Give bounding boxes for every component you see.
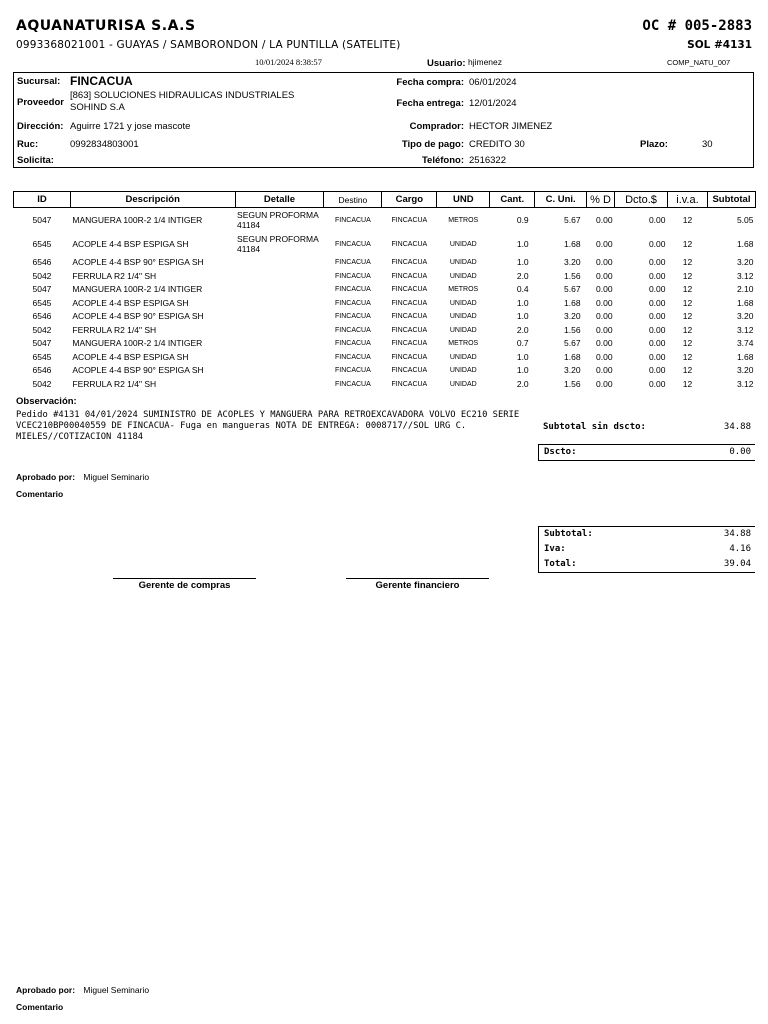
cell-cuni: 1.56 xyxy=(564,324,581,335)
comp-code: COMP_NATU_007 xyxy=(667,58,731,67)
cell-cant: 1.0 xyxy=(516,351,529,362)
direccion-value: Aguirre 1721 y jose mascote xyxy=(70,121,191,132)
cell-pct-desc: 0.00 xyxy=(596,378,613,389)
cell-subtotal: 3.20 xyxy=(736,311,754,322)
cell-descripcion: FERRULA R2 1/4" SH xyxy=(72,378,157,389)
cell-id: 5047 xyxy=(32,338,52,349)
table-row xyxy=(14,337,756,351)
cell-iva: 12 xyxy=(682,214,693,225)
cell-pct-desc: 0.00 xyxy=(596,365,613,376)
comprador-value: HECTOR JIMENEZ xyxy=(469,121,553,132)
col-header-pct-desc: % D xyxy=(587,192,615,208)
cell-detalle xyxy=(235,364,324,378)
cell-subtotal: 1.68 xyxy=(736,238,754,249)
cell-iva: 12 xyxy=(682,365,693,376)
cell-id: 6546 xyxy=(32,311,52,322)
cell-pct-desc: 0.00 xyxy=(596,214,613,225)
cell-detalle xyxy=(235,351,324,365)
sucursal-label: Sucursal: xyxy=(17,76,61,87)
cell-cant: 2.0 xyxy=(516,270,529,281)
cell-cuni: 5.67 xyxy=(564,338,581,349)
telefono-label: Teléfono: xyxy=(421,155,464,166)
cell-destino: FINCACUA xyxy=(335,380,371,388)
cell-pct-desc: 0.00 xyxy=(596,297,613,308)
cell-und: UNIDAD xyxy=(449,313,477,321)
col-header-descripcion: Descripción xyxy=(70,192,235,208)
cell-dcto: 0.00 xyxy=(648,284,666,295)
cell-cuni: 3.20 xyxy=(564,365,581,376)
cell-und: METROS xyxy=(448,340,479,348)
cell-iva: 12 xyxy=(682,257,693,268)
cell-subtotal: 3.20 xyxy=(736,365,754,376)
cell-cuni: 3.20 xyxy=(564,311,581,322)
col-header-iva: i.v.a. xyxy=(667,192,707,208)
col-header-destino: Destino xyxy=(324,192,382,208)
col-header-und: UND xyxy=(437,192,490,208)
cell-iva: 12 xyxy=(682,378,693,389)
cell-cant: 1.0 xyxy=(516,311,529,322)
fecha-compra-label: Fecha compra: xyxy=(396,77,464,88)
cell-id: 5047 xyxy=(32,284,52,295)
gerente-financiero-label: Gerente financiero xyxy=(375,580,460,591)
cell-descripcion: FERRULA R2 1/4" SH xyxy=(72,324,157,335)
cell-iva: 12 xyxy=(682,351,693,362)
cell-und: UNIDAD xyxy=(449,380,477,388)
cell-dcto: 0.00 xyxy=(648,351,666,362)
cell-und: METROS xyxy=(448,216,479,224)
cell-detalle xyxy=(235,283,324,297)
direccion-label: Dirección: xyxy=(17,121,64,132)
cell-dcto: 0.00 xyxy=(648,297,666,308)
cell-iva: 12 xyxy=(682,270,693,281)
cell-detalle: SEGUN PROFORMA 41184 xyxy=(237,210,319,230)
col-header-subtotal: Subtotal xyxy=(707,192,755,208)
cell-descripcion: ACOPLE 4-4 BSP ESPIGA SH xyxy=(72,297,189,308)
cell-cargo: FINCACUA xyxy=(391,380,428,388)
company-address: 0993368021001 - GUAYAS / SAMBORONDON / LA PUNTILLA (SATELITE) xyxy=(16,39,401,51)
cell-pct-desc: 0.00 xyxy=(596,238,613,249)
iva-value: 4.16 xyxy=(729,544,751,554)
items-table xyxy=(13,191,756,391)
dscto-box xyxy=(538,444,755,461)
user-label: Usuario: xyxy=(427,58,466,69)
cell-descripcion: ACOPLE 4-4 BSP 90° ESPIGA SH xyxy=(72,311,204,322)
supplier-info-box xyxy=(13,72,754,168)
fecha-compra-value: 06/01/2024 xyxy=(469,77,517,88)
cell-id: 6546 xyxy=(32,257,52,268)
col-header-dcto: Dcto.$ xyxy=(615,192,668,208)
cell-destino: FINCACUA xyxy=(335,340,371,348)
cell-id: 5042 xyxy=(32,324,52,335)
cell-subtotal: 3.12 xyxy=(736,378,754,389)
subtotal-sin-dscto-row xyxy=(538,420,755,435)
cell-iva: 12 xyxy=(682,311,693,322)
cell-dcto: 0.00 xyxy=(648,324,666,335)
cell-und: METROS xyxy=(448,286,479,294)
fecha-entrega-label: Fecha entrega: xyxy=(396,98,464,109)
table-row xyxy=(14,310,756,324)
cell-iva: 12 xyxy=(682,338,693,349)
cell-detalle xyxy=(235,297,324,311)
cell-destino: FINCACUA xyxy=(335,216,371,224)
cell-descripcion: ACOPLE 4-4 BSP ESPIGA SH xyxy=(72,238,189,249)
cell-cargo: FINCACUA xyxy=(391,286,428,294)
table-row xyxy=(14,256,756,270)
cell-und: UNIDAD xyxy=(449,240,477,248)
col-header-id: ID xyxy=(14,192,71,208)
cell-und: UNIDAD xyxy=(449,299,477,307)
table-row xyxy=(14,297,756,311)
cell-subtotal: 5.05 xyxy=(736,214,754,225)
cell-pct-desc: 0.00 xyxy=(596,257,613,268)
cell-cargo: FINCACUA xyxy=(391,272,428,280)
cell-id: 6545 xyxy=(32,351,52,362)
cell-descripcion: ACOPLE 4-4 BSP 90° ESPIGA SH xyxy=(72,365,204,376)
table-row xyxy=(14,232,756,256)
cell-pct-desc: 0.00 xyxy=(596,324,613,335)
col-header-cargo: Cargo xyxy=(382,192,437,208)
cell-id: 5042 xyxy=(32,270,52,281)
cell-cant: 1.0 xyxy=(516,365,529,376)
cell-cant: 0.4 xyxy=(516,284,529,295)
cell-descripcion: MANGUERA 100R-2 1/4 INTIGER xyxy=(72,338,203,349)
cell-subtotal: 3.12 xyxy=(736,324,754,335)
cell-destino: FINCACUA xyxy=(335,353,371,361)
cell-cuni: 5.67 xyxy=(564,284,581,295)
cell-iva: 12 xyxy=(682,324,693,335)
cell-dcto: 0.00 xyxy=(648,257,666,268)
cell-dcto: 0.00 xyxy=(648,378,666,389)
tipo-pago-value: CREDITO 30 xyxy=(469,139,525,150)
cell-descripcion: FERRULA R2 1/4" SH xyxy=(72,270,157,281)
table-row xyxy=(14,324,756,338)
cell-subtotal: 3.74 xyxy=(736,338,754,349)
table-row xyxy=(14,283,756,297)
cell-cant: 1.0 xyxy=(516,238,529,249)
comprador-label: Comprador: xyxy=(409,121,464,132)
cell-destino: FINCACUA xyxy=(335,240,371,248)
approval-block xyxy=(16,472,149,482)
table-row xyxy=(14,378,756,392)
sucursal-value: FINCACUA xyxy=(70,74,133,88)
signature-line-financiero xyxy=(346,578,489,579)
cell-dcto: 0.00 xyxy=(648,238,666,249)
cell-detalle: SEGUN PROFORMA 41184 xyxy=(237,234,319,254)
cell-pct-desc: 0.00 xyxy=(596,338,613,349)
cell-dcto: 0.00 xyxy=(648,270,666,281)
total-value: 39.04 xyxy=(723,559,751,569)
cell-cargo: FINCACUA xyxy=(391,240,428,248)
cell-cuni: 1.56 xyxy=(564,270,581,281)
cell-detalle xyxy=(235,324,324,338)
aprobado-label: Aprobado por: xyxy=(16,472,76,482)
cell-descripcion: ACOPLE 4-4 BSP ESPIGA SH xyxy=(72,351,189,362)
subtotal-sin-dscto-value: 34.88 xyxy=(723,422,751,432)
cell-cant: 0.9 xyxy=(516,214,529,225)
ruc-value: 0992834803001 xyxy=(70,139,139,150)
cell-cant: 1.0 xyxy=(516,297,529,308)
cell-pct-desc: 0.00 xyxy=(596,270,613,281)
cell-und: UNIDAD xyxy=(449,353,477,361)
cell-destino: FINCACUA xyxy=(335,272,371,280)
col-header-cuni: C. Uni. xyxy=(535,192,587,208)
observacion-label: Observación: xyxy=(16,396,77,407)
cell-destino: FINCACUA xyxy=(335,299,371,307)
cell-iva: 12 xyxy=(682,284,693,295)
cell-destino: FINCACUA xyxy=(335,286,371,294)
cell-pct-desc: 0.00 xyxy=(596,351,613,362)
cell-detalle xyxy=(235,310,324,324)
cell-cuni: 1.68 xyxy=(564,297,581,308)
cell-cuni: 1.68 xyxy=(564,351,581,362)
cell-cuni: 1.56 xyxy=(564,378,581,389)
cell-subtotal: 1.68 xyxy=(736,297,754,308)
cell-dcto: 0.00 xyxy=(648,365,666,376)
cell-und: UNIDAD xyxy=(449,272,477,280)
telefono-value: 2516322 xyxy=(469,155,506,166)
cell-und: UNIDAD xyxy=(449,326,477,334)
gerente-compras-label: Gerente de compras xyxy=(138,580,231,591)
cell-descripcion: ACOPLE 4-4 BSP 90° ESPIGA SH xyxy=(72,257,204,268)
subtotal-label: Subtotal: xyxy=(544,529,593,539)
cell-descripcion: MANGUERA 100R-2 1/4 INTIGER xyxy=(72,284,203,295)
footer-aprobado-label: Aprobado por: xyxy=(16,985,76,995)
ruc-label: Ruc: xyxy=(17,139,39,150)
cell-cargo: FINCACUA xyxy=(391,313,428,321)
table-row xyxy=(14,364,756,378)
col-header-cant: Cant. xyxy=(490,192,535,208)
cell-cant: 2.0 xyxy=(516,324,529,335)
solicita-label: Solicita: xyxy=(17,155,54,166)
proveedor-line1: [863] SOLUCIONES HIDRAULICAS INDUSTRIALES xyxy=(70,90,295,101)
cell-dcto: 0.00 xyxy=(648,338,666,349)
cell-subtotal: 3.20 xyxy=(736,257,754,268)
table-row xyxy=(14,351,756,365)
signature-line-compras xyxy=(113,578,256,579)
table-row xyxy=(14,208,756,233)
plazo-value: 30 xyxy=(702,139,713,150)
cell-cargo: FINCACUA xyxy=(391,259,428,267)
dscto-label: Dscto: xyxy=(544,447,577,457)
order-number: OC # 005-2883 xyxy=(642,18,752,34)
iva-label: Iva: xyxy=(544,544,566,554)
cell-und: UNIDAD xyxy=(449,367,477,375)
total-label: Total: xyxy=(544,559,577,569)
cell-cuni: 3.20 xyxy=(564,257,581,268)
cell-descripcion: MANGUERA 100R-2 1/4 INTIGER xyxy=(72,214,203,225)
cell-id: 6545 xyxy=(32,238,52,249)
subtotal-sin-dscto-label: Subtotal sin dscto: xyxy=(543,422,646,432)
col-header-detalle: Detalle xyxy=(235,192,324,208)
aprobado-value: Miguel Seminario xyxy=(83,472,150,482)
cell-cargo: FINCACUA xyxy=(391,326,428,334)
cell-iva: 12 xyxy=(682,297,693,308)
cell-cargo: FINCACUA xyxy=(391,340,428,348)
cell-cargo: FINCACUA xyxy=(391,353,428,361)
comentario-label: Comentario xyxy=(16,489,64,499)
cell-cuni: 5.67 xyxy=(564,214,581,225)
print-datetime: 10/01/2024 8:38:57 xyxy=(255,57,322,67)
company-name: AQUANATURISA S.A.S xyxy=(16,18,196,34)
dscto-value: 0.00 xyxy=(729,447,751,457)
cell-pct-desc: 0.00 xyxy=(596,284,613,295)
cell-pct-desc: 0.00 xyxy=(596,311,613,322)
items-body xyxy=(14,208,756,392)
cell-detalle xyxy=(235,256,324,270)
cell-destino: FINCACUA xyxy=(335,259,371,267)
cell-cant: 1.0 xyxy=(516,257,529,268)
cell-detalle xyxy=(235,337,324,351)
cell-cargo: FINCACUA xyxy=(391,367,428,375)
footer-aprobado-value: Miguel Seminario xyxy=(83,985,150,995)
cell-detalle xyxy=(235,378,324,392)
cell-subtotal: 3.12 xyxy=(736,270,754,281)
cell-cant: 2.0 xyxy=(516,378,529,389)
cell-subtotal: 1.68 xyxy=(736,351,754,362)
cell-id: 5042 xyxy=(32,378,52,389)
cell-dcto: 0.00 xyxy=(648,311,666,322)
proveedor-label: Proveedor xyxy=(17,97,64,108)
cell-cargo: FINCACUA xyxy=(391,216,428,224)
cell-destino: FINCACUA xyxy=(335,313,371,321)
request-number: SOL #4131 xyxy=(687,39,752,51)
user-value: hjimenez xyxy=(468,57,503,67)
proveedor-line2: SOHIND S.A xyxy=(70,102,125,113)
cell-dcto: 0.00 xyxy=(648,214,666,225)
cell-und: UNIDAD xyxy=(449,259,477,267)
totals-box xyxy=(538,526,755,573)
subtotal-value: 34.88 xyxy=(723,529,751,539)
cell-cuni: 1.68 xyxy=(564,238,581,249)
table-header-row xyxy=(14,192,756,208)
cell-id: 5047 xyxy=(32,214,52,225)
cell-detalle xyxy=(235,270,324,284)
cell-id: 6545 xyxy=(32,297,52,308)
cell-cargo: FINCACUA xyxy=(391,299,428,307)
cell-destino: FINCACUA xyxy=(335,326,371,334)
footer-approval-block xyxy=(16,985,149,995)
fecha-entrega-value: 12/01/2024 xyxy=(469,98,517,109)
footer-comentario-label: Comentario xyxy=(16,1002,64,1012)
plazo-label: Plazo: xyxy=(640,139,668,150)
table-row xyxy=(14,270,756,284)
cell-cant: 0.7 xyxy=(516,338,529,349)
cell-destino: FINCACUA xyxy=(335,367,371,375)
cell-iva: 12 xyxy=(682,238,693,249)
cell-subtotal: 2.10 xyxy=(736,284,754,295)
cell-id: 6546 xyxy=(32,365,52,376)
tipo-pago-label: Tipo de pago: xyxy=(401,139,464,150)
observacion-text: Pedido #4131 04/01/2024 SUMINISTRO DE ACOPLES Y MANGUERA PARA RETROEXCAVADORA VOLVO EC210 SERIE VCEC210BP00040559 DE FINCACUA- Fuga en mangueras NOTA DE ENTREGA: 0008717//SOL URG C. MIELES//COTIZACION 41184 xyxy=(16,410,520,442)
